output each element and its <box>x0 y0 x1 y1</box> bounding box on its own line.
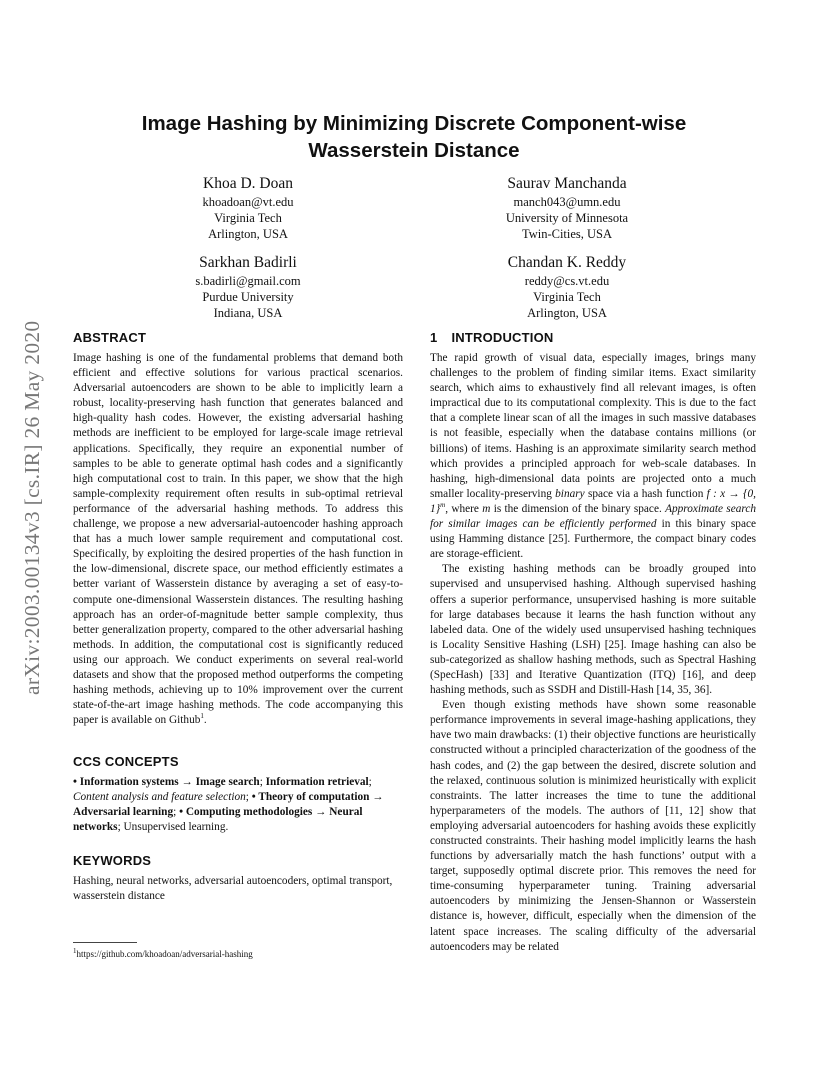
footnote: $^1$https://github.com/khoadoan/adversarial-hashing <box>73 947 253 959</box>
author-email: s.badirli@gmail.com <box>195 274 301 288</box>
author-affiliation: Virginia Tech <box>214 211 282 225</box>
ccs-concepts-section <box>73 753 403 835</box>
author-location: Indiana, USA <box>213 306 283 320</box>
intro-paragraph-1: The rapid growth of visual data, especially images, brings many challenges to the problem of finding similar items. Exact similarity search, which aims to exhaustively find all relevant images, is often impractical due to its computational complexity. This is due to the fact that a complete linear scan of all the images in such massive databases is not feasible, especially when the database contains millions (or billions) of items. Hashing is an approximate similarity search method which provides a principled approach for web-scale databases. In hashing, high-dimensional data points are projected onto a much smaller locality-preserving binary space via a hash function f : x → {0, 1}$^m$, where m is the dimension of the binary space. Approximate search for similar images can be efficiently performed in this binary space using Hamming distance [25]. Furthermore, the compact binary codes are storage-efficient. <box>430 352 756 561</box>
intro-paragraph-2: The existing hashing methods can be broadly grouped into supervised and unsupervised hashing. Although supervised hashing offers a superior performance, unsupervised hashing is more suitable for large databases because it learns the hash function without any labeled data. One of the widely used unsupervised hashing techniques is Locality Sensitive Hashing (LSH) [25]. Image hashing can also be sub-categorized as shallow hashing methods, such as Spectral Hashing (SpecHash) [33] and Iterative Quantization (ITQ) [16], and deep hashing methods, such as SSDH and Distill-Hash [14, 35, 36]. <box>430 563 756 697</box>
paper-title <box>90 110 738 164</box>
footnote-rule <box>73 942 137 943</box>
keywords-text: Hashing, neural networks, adversarial autoencoders, optimal transport, wasserstein distance <box>73 875 393 903</box>
ccs-text: • Information systems → Image search; Information retrieval; Content analysis and feature selection; • Theory of computation → Adversarial learning; • Computing methodologies → Neural networks; Unsupervised learning. <box>73 776 384 834</box>
title-line-1: Image Hashing by Minimizing Discrete Component-wise <box>141 112 687 135</box>
author-affiliation: Purdue University <box>202 290 294 304</box>
introduction-heading: 1 INTRODUCTION <box>430 330 554 345</box>
keywords-heading: KEYWORDS <box>73 853 152 868</box>
footnote-link[interactable]: https://github.com/khoadoan/adversarial-hashing <box>76 949 253 959</box>
intro-paragraph-3: Even though existing methods have shown some reasonable performance improvements in several image-hashing applications, they have two main drawbacks: (1) their objective functions are heuristically constructed without a principled characterization of the goodness of the hash codes, and (2) the gap between the desired, discrete solution and the relaxed, continuous solution is minimized heuristically with explicit constraints. The latter increases the time to tune the additional hyperparameters of the models. The authors of [11, 12] show that employing adversarial autoencoders for hashing avoids these explicitly constructed constraints. Their hashing model implicitly learns the hash functions by adversarially match the hash functions’ output with a target, supposedly optimal discrete prior. This removes the need for time-consuming hyperparameter tuning. Training adversarial autoencoders by minimizing the Jensen-Shannon or Wasserstein distance is, however, difficult, especially when the dimension of the latent space increases. The scaling difficulty of the adversarial autoencoders may be related <box>430 699 756 953</box>
author-block <box>138 253 358 321</box>
author-name: Chandan K. Reddy <box>507 254 627 271</box>
author-email: manch043@umn.edu <box>513 195 621 209</box>
title-line-2: Wasserstein Distance <box>308 139 520 162</box>
author-block <box>457 174 677 242</box>
ccs-heading: CCS CONCEPTS <box>73 754 179 769</box>
author-name: Khoa D. Doan <box>203 175 293 192</box>
author-location: Twin-Cities, USA <box>521 227 613 241</box>
abstract-heading: ABSTRACT <box>73 330 147 345</box>
author-location: Arlington, USA <box>208 227 288 241</box>
author-block <box>457 253 677 321</box>
footnote-mark: 1 <box>200 712 204 721</box>
introduction-section <box>430 329 756 955</box>
abstract-text: Image hashing is one of the fundamental problems that demand both efficient and effective solutions for various practical scenarios. Adversarial autoencoders are shown to be able to implicitly learn a robust, locality-preserving hash function that generates balanced and high-quality hash codes. However, the existing adversarial hashing methods are inefficient to be employed for large-scale image retrieval applications. Specifically, they require an exponential number of samples to be able to generate optimal hash codes and a significantly high computational cost to train. In this paper, we show that the high sample-complexity requirement often results in sub-optimal retrieval performance of the adversarial hashing methods. To address this challenge, we propose a new adversarial-autoencoder hashing approach that has a much lower sample requirement and computational cost. Specifically, by exploiting the desired properties of the hash function in the low-dimensional, discrete space, our method efficiently estimates a better variant of Wasserstein distance by averaging a set of easy-to-compute one-dimensional Wasserstein distances. The resulting hashing approach has an order-of-magnitude better sample complexity, thus better generalization property, compared to the other adversarial hashing methods. In addition, the computational cost is significantly reduced using our approach. We conduct experiments on several real-world datasets and show that the proposed method outperforms the competing hashing methods, achieving up to 10% improvement over the current state-of-the-art image hashing methods. The code accompanying this paper is available on Github$^1$. <box>73 352 403 727</box>
author-block <box>138 174 358 242</box>
author-name: Saurav Manchanda <box>507 175 627 192</box>
author-name: Sarkhan Badirli <box>199 254 297 271</box>
author-email: khoadoan@vt.edu <box>202 195 294 209</box>
abstract-section <box>73 329 403 728</box>
arxiv-identifier: arXiv:2003.00134v3 [cs.IR] 26 May 2020 <box>20 320 44 695</box>
author-affiliation: University of Minnesota <box>505 211 629 225</box>
author-location: Arlington, USA <box>527 306 607 320</box>
author-email: reddy@cs.vt.edu <box>524 274 610 288</box>
author-affiliation: Virginia Tech <box>533 290 601 304</box>
keywords-section <box>73 852 403 904</box>
